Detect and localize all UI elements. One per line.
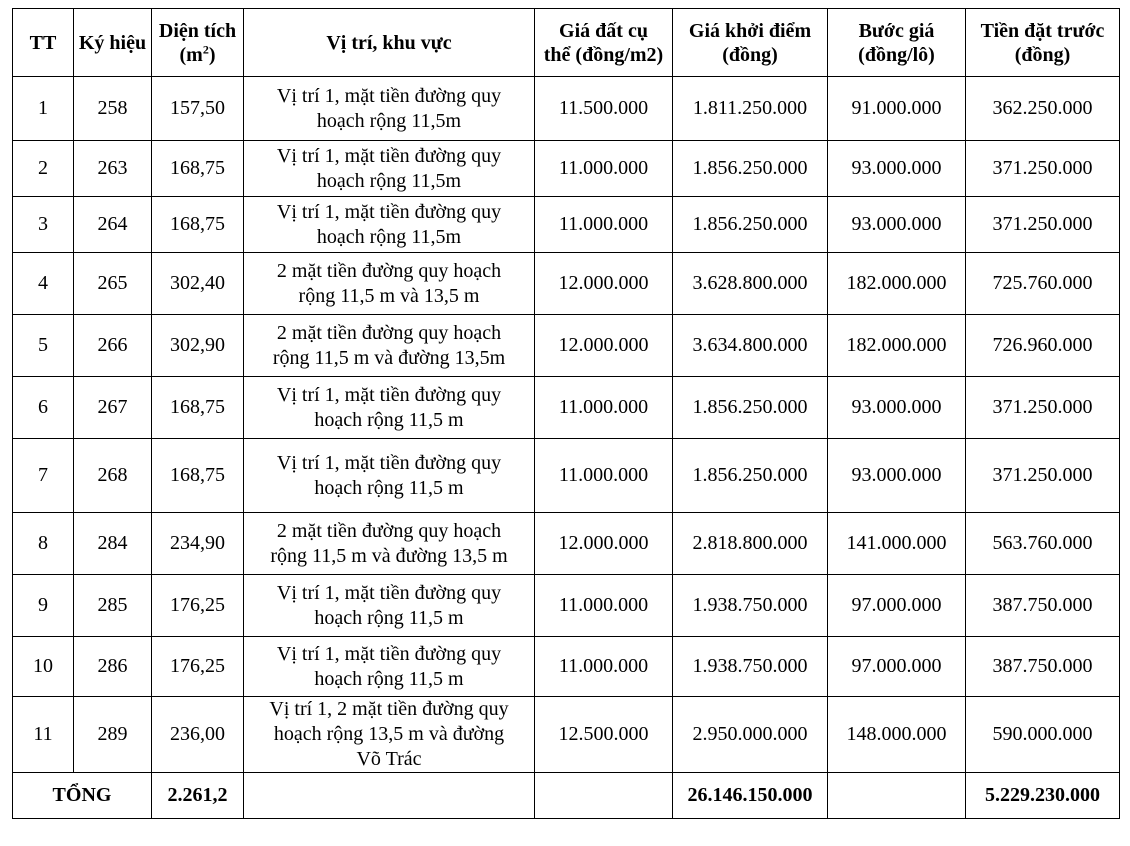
header-dien-tich-unit-open: (m <box>179 43 203 66</box>
cell-vi-tri-line: hoạch rộng 11,5 m <box>314 408 464 431</box>
header-dien-tich-sup: 2 <box>202 41 209 56</box>
cell-dien-tich: 168,75 <box>152 377 244 439</box>
cell-ky-hieu: 258 <box>74 77 152 141</box>
cell-buoc-gia: 97.000.000 <box>828 637 966 697</box>
table-row <box>13 575 1120 637</box>
cell-ky-hieu: 289 <box>74 697 152 773</box>
cell-gia-dat: 12.000.000 <box>535 253 673 315</box>
cell-ky-hieu: 266 <box>74 315 152 377</box>
cell-vi-tri-line: rộng 11,5 m và 13,5 m <box>298 284 480 307</box>
cell-vi-tri <box>244 637 535 697</box>
cell-gia-khoi-diem: 2.950.000.000 <box>673 697 828 773</box>
cell-vi-tri-line: 2 mặt tiền đường quy hoạch <box>276 321 502 344</box>
header-tien-dat-truoc-line2: (đồng) <box>1014 43 1071 66</box>
cell-tt: 10 <box>13 637 74 697</box>
cell-vi-tri-line: hoạch rộng 13,5 m và đường <box>273 723 505 745</box>
cell-vi-tri-line: hoạch rộng 11,5m <box>316 225 462 248</box>
header-buoc-gia-line1: Bước giá <box>858 19 935 42</box>
table-row <box>13 697 1120 773</box>
cell-ky-hieu: 264 <box>74 197 152 253</box>
total-gia-khoi-diem: 26.146.150.000 <box>673 773 828 819</box>
cell-tt: 8 <box>13 513 74 575</box>
cell-vi-tri <box>244 253 535 315</box>
cell-gia-khoi-diem: 1.856.250.000 <box>673 141 828 197</box>
cell-buoc-gia: 93.000.000 <box>828 439 966 513</box>
cell-vi-tri-line: Vị trí 1, mặt tiền đường quy <box>276 451 502 474</box>
header-buoc-gia-line2: (đồng/lô) <box>858 43 935 66</box>
cell-dien-tich: 236,00 <box>152 697 244 773</box>
cell-tien-dat-truoc: 726.960.000 <box>966 315 1120 377</box>
cell-dien-tich: 157,50 <box>152 77 244 141</box>
cell-vi-tri-line: hoạch rộng 11,5m <box>316 109 462 132</box>
cell-tt: 5 <box>13 315 74 377</box>
cell-gia-khoi-diem: 3.628.800.000 <box>673 253 828 315</box>
cell-tien-dat-truoc: 371.250.000 <box>966 377 1120 439</box>
header-gia-dat <box>535 9 673 77</box>
cell-dien-tich: 168,75 <box>152 141 244 197</box>
table-row <box>13 315 1120 377</box>
cell-tien-dat-truoc: 362.250.000 <box>966 77 1120 141</box>
cell-tt: 2 <box>13 141 74 197</box>
cell-tien-dat-truoc: 563.760.000 <box>966 513 1120 575</box>
cell-vi-tri-line: Vị trí 1, mặt tiền đường quy <box>276 200 502 223</box>
cell-buoc-gia: 93.000.000 <box>828 141 966 197</box>
cell-tien-dat-truoc: 725.760.000 <box>966 253 1120 315</box>
header-dien-tich-unit-close: ) <box>208 43 216 66</box>
cell-vi-tri-line: hoạch rộng 11,5m <box>316 169 462 192</box>
cell-vi-tri-line: Vị trí 1, mặt tiền đường quy <box>276 642 502 665</box>
table-row <box>13 439 1120 513</box>
cell-vi-tri <box>244 697 535 773</box>
cell-vi-tri-line: 2 mặt tiền đường quy hoạch <box>276 519 502 542</box>
cell-dien-tich: 302,90 <box>152 315 244 377</box>
cell-vi-tri <box>244 377 535 439</box>
cell-vi-tri-line: hoạch rộng 11,5 m <box>314 476 464 499</box>
cell-gia-dat: 11.000.000 <box>535 637 673 697</box>
cell-gia-khoi-diem: 2.818.800.000 <box>673 513 828 575</box>
cell-vi-tri <box>244 77 535 141</box>
cell-buoc-gia: 148.000.000 <box>828 697 966 773</box>
header-row <box>13 9 1120 77</box>
cell-vi-tri-line: Vị trí 1, mặt tiền đường quy <box>276 144 502 167</box>
cell-tt: 7 <box>13 439 74 513</box>
cell-buoc-gia: 91.000.000 <box>828 77 966 141</box>
cell-tien-dat-truoc: 387.750.000 <box>966 575 1120 637</box>
cell-gia-khoi-diem: 1.938.750.000 <box>673 637 828 697</box>
cell-vi-tri-line: Võ Trác <box>356 748 422 770</box>
cell-buoc-gia: 182.000.000 <box>828 315 966 377</box>
cell-ky-hieu: 286 <box>74 637 152 697</box>
table-body <box>13 77 1120 773</box>
cell-vi-tri-line: rộng 11,5 m và đường 13,5m <box>272 346 506 369</box>
cell-ky-hieu: 263 <box>74 141 152 197</box>
cell-dien-tich: 176,25 <box>152 575 244 637</box>
cell-gia-dat: 12.000.000 <box>535 513 673 575</box>
cell-gia-dat: 11.000.000 <box>535 197 673 253</box>
header-dien-tich <box>152 9 244 77</box>
header-tien-dat-truoc-line1: Tiền đặt trước <box>980 19 1105 42</box>
cell-dien-tich: 168,75 <box>152 197 244 253</box>
header-dien-tich-line1: Diện tích <box>158 19 237 42</box>
cell-gia-khoi-diem: 1.811.250.000 <box>673 77 828 141</box>
table-row <box>13 637 1120 697</box>
cell-gia-dat: 11.000.000 <box>535 141 673 197</box>
cell-buoc-gia: 141.000.000 <box>828 513 966 575</box>
cell-gia-dat: 11.000.000 <box>535 377 673 439</box>
header-gia-dat-line2: thể (đồng/m2) <box>543 43 664 66</box>
cell-vi-tri <box>244 575 535 637</box>
header-gia-khoi-diem <box>673 9 828 77</box>
table-row <box>13 253 1120 315</box>
total-label: TỔNG <box>13 773 152 819</box>
cell-gia-dat: 11.000.000 <box>535 575 673 637</box>
table-row <box>13 77 1120 141</box>
cell-vi-tri <box>244 141 535 197</box>
header-ky-hieu: Ký hiệu <box>74 9 152 77</box>
total-dien-tich: 2.261,2 <box>152 773 244 819</box>
cell-buoc-gia: 93.000.000 <box>828 197 966 253</box>
cell-tien-dat-truoc: 387.750.000 <box>966 637 1120 697</box>
cell-gia-khoi-diem: 1.856.250.000 <box>673 439 828 513</box>
header-tt: TT <box>13 9 74 77</box>
cell-gia-khoi-diem: 1.856.250.000 <box>673 197 828 253</box>
cell-tien-dat-truoc: 371.250.000 <box>966 439 1120 513</box>
cell-ky-hieu: 267 <box>74 377 152 439</box>
cell-tt: 3 <box>13 197 74 253</box>
cell-tt: 1 <box>13 77 74 141</box>
cell-tt: 11 <box>13 697 74 773</box>
header-tien-dat-truoc <box>966 9 1120 77</box>
cell-vi-tri-line: rộng 11,5 m và đường 13,5 m <box>270 544 508 567</box>
cell-buoc-gia: 182.000.000 <box>828 253 966 315</box>
cell-dien-tich: 302,40 <box>152 253 244 315</box>
table-row <box>13 141 1120 197</box>
cell-vi-tri-line: 2 mặt tiền đường quy hoạch <box>276 259 502 282</box>
cell-vi-tri-line: hoạch rộng 11,5 m <box>314 667 464 690</box>
cell-gia-dat: 11.000.000 <box>535 439 673 513</box>
header-gia-khoi-diem-line2: (đồng) <box>722 43 778 66</box>
cell-gia-dat: 11.500.000 <box>535 77 673 141</box>
cell-dien-tich: 176,25 <box>152 637 244 697</box>
cell-gia-khoi-diem: 1.856.250.000 <box>673 377 828 439</box>
header-buoc-gia <box>828 9 966 77</box>
total-empty-vi-tri <box>244 773 535 819</box>
cell-dien-tich: 168,75 <box>152 439 244 513</box>
cell-vi-tri-line: Vị trí 1, mặt tiền đường quy <box>276 383 502 406</box>
cell-ky-hieu: 285 <box>74 575 152 637</box>
cell-vi-tri-line: Vị trí 1, 2 mặt tiền đường quy <box>269 698 509 720</box>
cell-tien-dat-truoc: 371.250.000 <box>966 141 1120 197</box>
header-gia-khoi-diem-line1: Giá khởi điểm <box>688 19 812 42</box>
land-auction-table <box>12 8 1120 819</box>
cell-vi-tri-line: Vị trí 1, mặt tiền đường quy <box>276 84 502 107</box>
table-row <box>13 513 1120 575</box>
cell-vi-tri <box>244 439 535 513</box>
auction-table-wrapper <box>12 8 1120 819</box>
cell-tt: 6 <box>13 377 74 439</box>
cell-gia-dat: 12.500.000 <box>535 697 673 773</box>
cell-buoc-gia: 93.000.000 <box>828 377 966 439</box>
cell-dien-tich: 234,90 <box>152 513 244 575</box>
cell-gia-dat: 12.000.000 <box>535 315 673 377</box>
cell-ky-hieu: 268 <box>74 439 152 513</box>
cell-vi-tri <box>244 315 535 377</box>
cell-tt: 9 <box>13 575 74 637</box>
header-vi-tri: Vị trí, khu vực <box>244 9 535 77</box>
cell-ky-hieu: 265 <box>74 253 152 315</box>
total-empty-buoc-gia <box>828 773 966 819</box>
cell-tien-dat-truoc: 590.000.000 <box>966 697 1120 773</box>
table-row <box>13 197 1120 253</box>
cell-vi-tri-line: Vị trí 1, mặt tiền đường quy <box>276 581 502 604</box>
cell-vi-tri-line: hoạch rộng 11,5 m <box>314 606 464 629</box>
cell-tt: 4 <box>13 253 74 315</box>
cell-gia-khoi-diem: 3.634.800.000 <box>673 315 828 377</box>
cell-buoc-gia: 97.000.000 <box>828 575 966 637</box>
cell-gia-khoi-diem: 1.938.750.000 <box>673 575 828 637</box>
cell-ky-hieu: 284 <box>74 513 152 575</box>
cell-vi-tri <box>244 513 535 575</box>
header-gia-dat-line1: Giá đất cụ <box>559 19 648 42</box>
cell-vi-tri <box>244 197 535 253</box>
total-empty-gia-dat <box>535 773 673 819</box>
total-row <box>13 773 1120 819</box>
total-tien-dat-truoc: 5.229.230.000 <box>966 773 1120 819</box>
cell-tien-dat-truoc: 371.250.000 <box>966 197 1120 253</box>
table-row <box>13 377 1120 439</box>
